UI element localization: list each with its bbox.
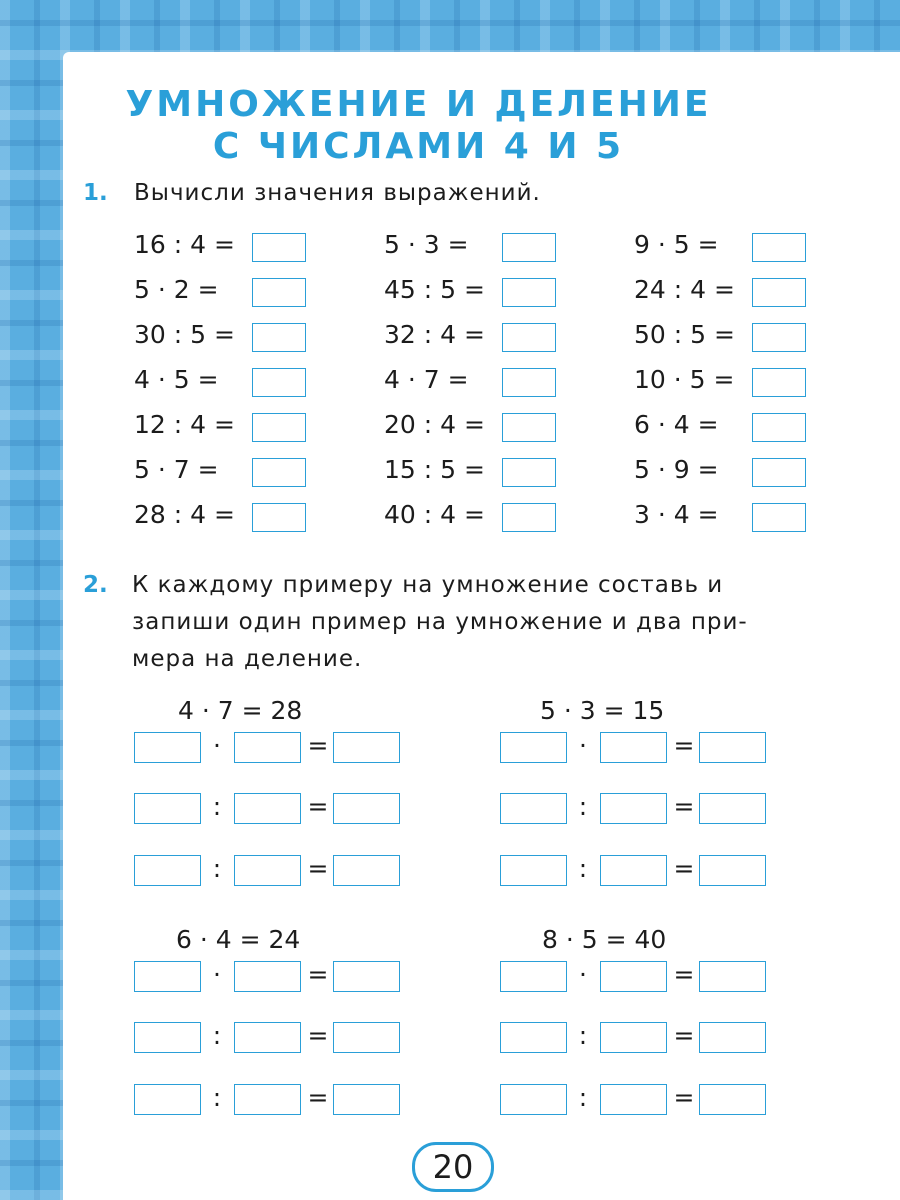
example-3-row-2-operand-2-box[interactable] [234,1022,301,1053]
example-3-row-1-result-box[interactable] [333,961,400,992]
example-1-row-3-operand-2-box[interactable] [234,855,301,886]
example-3-row-2-equals: = [307,1021,329,1050]
example-2-row-3-result-box[interactable] [699,855,766,886]
example-2-row-3-equals: = [673,854,695,883]
answer-box-c1-r5[interactable] [252,413,306,442]
example-3-row-2-operand-1-box[interactable] [134,1022,201,1053]
expression-c1-r3: 30 : 5 = [134,320,235,349]
page-title-line-1: УМНОЖЕНИЕ И ДЕЛЕНИЕ [125,84,712,125]
example-2-row-2-operator: : [578,792,588,821]
example-3-row-1-equals: = [307,960,329,989]
example-3-row-3-operand-1-box[interactable] [134,1084,201,1115]
example-3-row-1-operand-2-box[interactable] [234,961,301,992]
answer-box-c2-r6[interactable] [502,458,556,487]
example-2-row-2-operand-1-box[interactable] [500,793,567,824]
example-4-row-3-operand-2-box[interactable] [600,1084,667,1115]
answer-box-c2-r1[interactable] [502,233,556,262]
example-1-row-1-operator: · [213,731,221,760]
expression-c3-r2: 24 : 4 = [634,275,735,304]
example-1-row-3-result-box[interactable] [333,855,400,886]
expression-c1-r7: 28 : 4 = [134,500,235,529]
example-4-row-3-equals: = [673,1083,695,1112]
expression-c2-r4: 4 · 7 = [384,365,469,394]
expression-c1-r5: 12 : 4 = [134,410,235,439]
example-1-row-2-operand-1-box[interactable] [134,793,201,824]
example-3-row-3-result-box[interactable] [333,1084,400,1115]
example-1-row-3-operator: : [212,854,222,883]
answer-box-c2-r5[interactable] [502,413,556,442]
example-4-row-2-operator: : [578,1021,588,1050]
example-2-row-1-operand-1-box[interactable] [500,732,567,763]
example-4-row-2-operand-2-box[interactable] [600,1022,667,1053]
example-3-row-1-operand-1-box[interactable] [134,961,201,992]
example-4-row-1-operand-1-box[interactable] [500,961,567,992]
example-1-row-1-equals: = [307,731,329,760]
expression-c1-r6: 5 · 7 = [134,455,219,484]
example-4-row-2-equals: = [673,1021,695,1050]
example-4-row-3-operand-1-box[interactable] [500,1084,567,1115]
answer-box-c3-r1[interactable] [752,233,806,262]
expression-c2-r5: 20 : 4 = [384,410,485,439]
example-2-row-1-operator: · [579,731,587,760]
answer-box-c1-r7[interactable] [252,503,306,532]
example-2-row-2-operand-2-box[interactable] [600,793,667,824]
example-3-row-2-operator: : [212,1021,222,1050]
expression-c1-r1: 16 : 4 = [134,230,235,259]
answer-box-c1-r1[interactable] [252,233,306,262]
expression-c1-r4: 4 · 5 = [134,365,219,394]
answer-box-c2-r3[interactable] [502,323,556,352]
task-1-instruction: Вычисли значения выражений. [134,180,541,206]
expression-c2-r6: 15 : 5 = [384,455,485,484]
example-1-row-3-operand-1-box[interactable] [134,855,201,886]
answer-box-c1-r3[interactable] [252,323,306,352]
example-1-row-1-operand-2-box[interactable] [234,732,301,763]
expression-c3-r6: 5 · 9 = [634,455,719,484]
example-1-row-2-equals: = [307,792,329,821]
example-3-title: 6 · 4 = 24 [176,925,301,954]
example-4-row-1-result-box[interactable] [699,961,766,992]
task-2-instruction-line-2: запиши один пример на умножение и два при- [132,609,748,635]
example-2-row-3-operand-1-box[interactable] [500,855,567,886]
answer-box-c3-r4[interactable] [752,368,806,397]
example-4-row-1-operator: · [579,960,587,989]
answer-box-c1-r4[interactable] [252,368,306,397]
expression-c3-r1: 9 · 5 = [634,230,719,259]
page-number: 20 [412,1142,494,1192]
expression-c2-r1: 5 · 3 = [384,230,469,259]
example-1-title: 4 · 7 = 28 [178,696,303,725]
example-1-row-1-result-box[interactable] [333,732,400,763]
task-2-instruction-line-3: мера на деление. [132,646,363,672]
answer-box-c1-r2[interactable] [252,278,306,307]
example-1-row-2-operator: : [212,792,222,821]
answer-box-c1-r6[interactable] [252,458,306,487]
example-4-row-3-result-box[interactable] [699,1084,766,1115]
example-2-row-2-equals: = [673,792,695,821]
answer-box-c3-r5[interactable] [752,413,806,442]
example-3-row-1-operator: · [213,960,221,989]
example-4-title: 8 · 5 = 40 [542,925,667,954]
example-2-row-1-result-box[interactable] [699,732,766,763]
expression-c2-r3: 32 : 4 = [384,320,485,349]
answer-box-c2-r2[interactable] [502,278,556,307]
answer-box-c2-r7[interactable] [502,503,556,532]
expression-c3-r3: 50 : 5 = [634,320,735,349]
example-1-row-2-operand-2-box[interactable] [234,793,301,824]
example-2-row-2-result-box[interactable] [699,793,766,824]
expression-c3-r4: 10 · 5 = [634,365,735,394]
page-title-line-2: С ЧИСЛАМИ 4 И 5 [212,126,625,167]
example-4-row-2-result-box[interactable] [699,1022,766,1053]
example-4-row-3-operator: : [578,1083,588,1112]
example-1-row-2-result-box[interactable] [333,793,400,824]
example-4-row-1-operand-2-box[interactable] [600,961,667,992]
expression-c2-r2: 45 : 5 = [384,275,485,304]
example-3-row-2-result-box[interactable] [333,1022,400,1053]
answer-box-c2-r4[interactable] [502,368,556,397]
answer-box-c3-r3[interactable] [752,323,806,352]
expression-c2-r7: 40 : 4 = [384,500,485,529]
example-2-title: 5 · 3 = 15 [540,696,665,725]
example-1-row-3-equals: = [307,854,329,883]
example-4-row-2-operand-1-box[interactable] [500,1022,567,1053]
task-2-instruction-line-1: К каждому примеру на умножение составь и [132,572,724,598]
expression-c3-r5: 6 · 4 = [634,410,719,439]
example-2-row-1-operand-2-box[interactable] [600,732,667,763]
example-2-row-3-operator: : [578,854,588,883]
example-3-row-3-operator: : [212,1083,222,1112]
example-1-row-1-operand-1-box[interactable] [134,732,201,763]
answer-box-c3-r6[interactable] [752,458,806,487]
task-1-number: 1. [83,180,108,206]
example-3-row-3-operand-2-box[interactable] [234,1084,301,1115]
example-2-row-1-equals: = [673,731,695,760]
example-2-row-3-operand-2-box[interactable] [600,855,667,886]
answer-box-c3-r2[interactable] [752,278,806,307]
task-2-number: 2. [83,572,108,598]
expression-c1-r2: 5 · 2 = [134,275,219,304]
example-4-row-1-equals: = [673,960,695,989]
example-3-row-3-equals: = [307,1083,329,1112]
expression-c3-r7: 3 · 4 = [634,500,719,529]
answer-box-c3-r7[interactable] [752,503,806,532]
